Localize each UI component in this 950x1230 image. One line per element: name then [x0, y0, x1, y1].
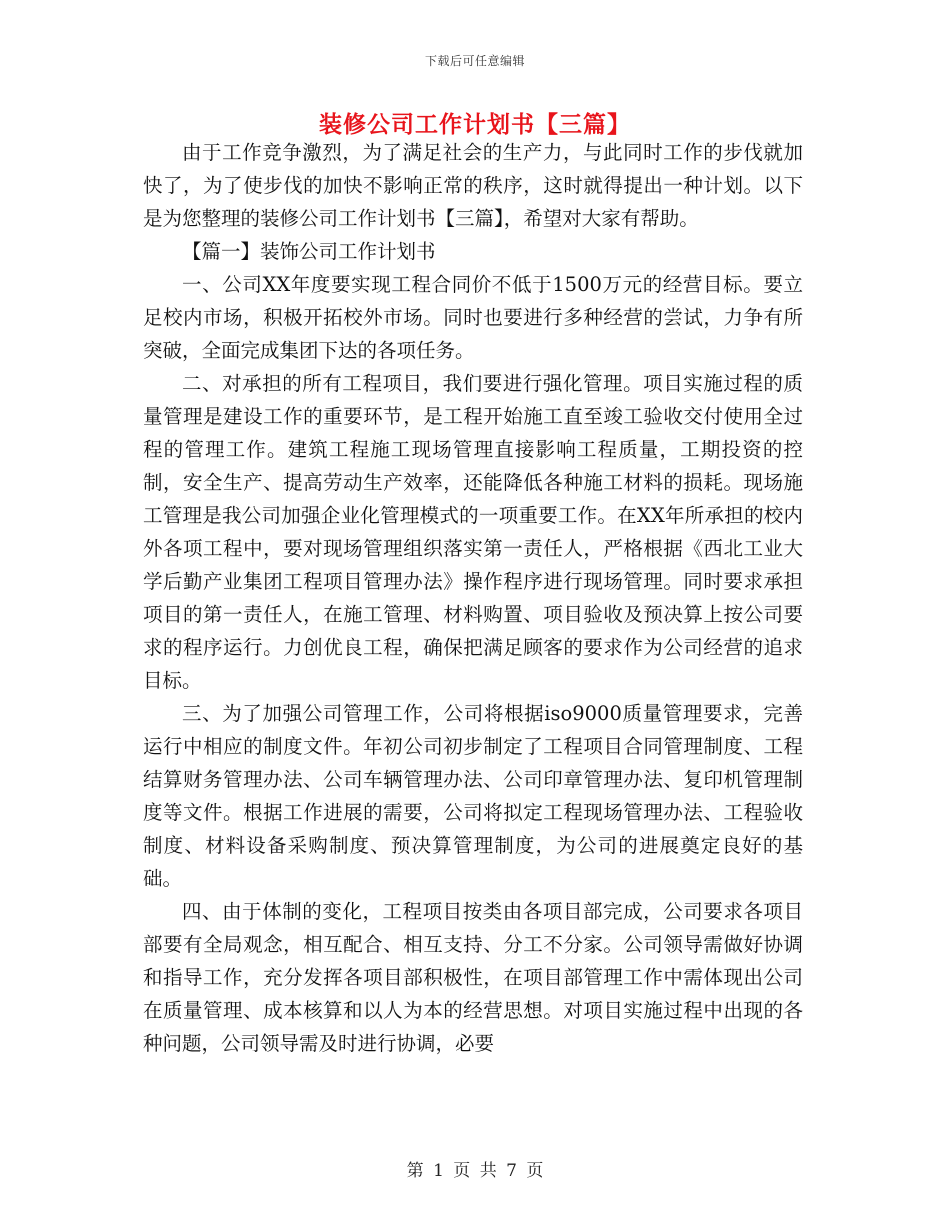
document-title: 装修公司工作计划书【三篇】	[319, 111, 631, 138]
section-heading: 【篇一】装饰公司工作计划书	[182, 240, 436, 263]
page-header-note: 下载后可任意编辑	[424, 54, 525, 68]
page-number-footer: 第 1 页 共 7 页	[406, 1161, 544, 1181]
paragraph-item-4: 四、由于体制的变化，工程项目按类由各项目部完成，公司要求各项目部要有全局观念，相互配合、相互支持、分工不分家。公司领导需做好协调和指导工作，充分发挥各项目部积极性，在项目部管理工作中需体现出公司在质量管理、成本核算和以人为本的经营思想。对项目实施过程中出现的各种问题，公司领导需及时进行协调，必要	[143, 900, 803, 1055]
paragraph-item-2: 二、对承担的所有工程项目，我们要进行强化管理。项目实施过程的质量管理是建设工作的重要环节，是工程开始施工直至竣工验收交付使用全过程的管理工作。建筑工程施工现场管理直接影响工程质量，工期投资的控制，安全生产、提高劳动生产效率，还能降低各种施工材料的损耗。现场施工管理是我公司加强企业化管理模式的一项重要工作。在XX年所承担的校内外各项工程中，要对现场管理组织落实第一责任人，严格根据《西北工业大学后勤产业集团工程项目管理办法》操作程序进行现场管理。同时要求承担项目的第一责任人，在施工管理、材料购置、项目验收及预决算上按公司要求的程序运行。力创优良工程，确保把满足顾客的要求作为公司经营的追求目标。	[143, 372, 803, 692]
document-body	[143, 136, 803, 1060]
paragraph-intro: 由于工作竞争激烈，为了满足社会的生产力，与此同时工作的步伐就加快了，为了使步伐的加快不影响正常的秩序，这时就得提出一种计划。以下是为您整理的装修公司工作计划书【三篇】，希望对大家有帮助。	[143, 141, 803, 230]
paragraph-item-1: 一、公司XX年度要实现工程合同价不低于1500万元的经营目标。要立足校内市场，积极开拓校外市场。同时也要进行多种经营的尝试，力争有所突破，全面完成集团下达的各项任务。	[143, 273, 803, 362]
paragraph-item-3: 三、为了加强公司管理工作，公司将根据iso9000质量管理要求，完善运行中相应的制度文件。年初公司初步制定了工程项目合同管理制度、工程结算财务管理办法、公司车辆管理办法、公司印章管理办法、复印机管理制度等文件。根据工作进展的需要，公司将拟定工程现场管理办法、工程验收制度、材料设备采购制度、预决算管理制度，为公司的进展奠定良好的基础。	[143, 702, 803, 890]
